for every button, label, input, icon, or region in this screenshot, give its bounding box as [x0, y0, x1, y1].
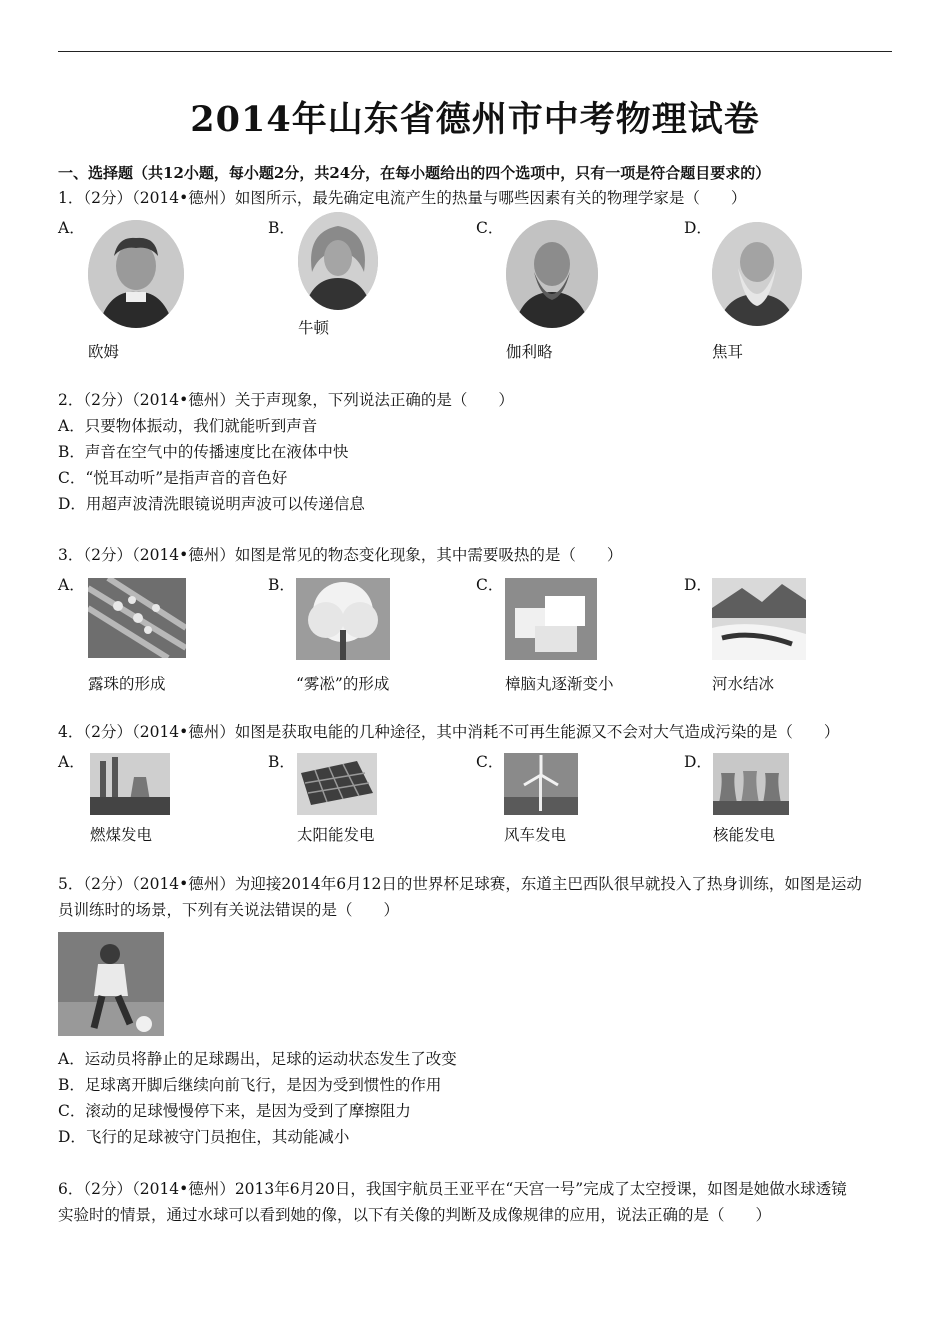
- q1-option-a-caption: 欧姆: [88, 343, 120, 361]
- nuclear-plant-image: [713, 753, 789, 815]
- q1-option-c-caption: 伽利略: [506, 343, 553, 361]
- q3-option-d-letter: D．: [684, 576, 712, 594]
- q2-option-d: D．用超声波清洗眼镜说明声波可以传递信息: [58, 495, 365, 513]
- q5-stem-line1: 5．（2分）（2014•德州）为迎接2014年6月12日的世界杯足球赛，东道主巴西队很早就投入了热身训练，如图是运动: [58, 875, 862, 893]
- portrait-ohm-image: [88, 220, 184, 328]
- q1-option-b-caption: 牛顿: [298, 319, 330, 337]
- q3-option-c-letter: C．: [476, 576, 504, 594]
- q5-stem-line2: 员训练时的场景，下列有关说法错误的是（ ）: [58, 901, 400, 919]
- q3-option-d-caption: 河水结冰: [712, 675, 775, 693]
- q3-stem: 3．（2分）（2014•德州）如图是常见的物态变化现象，其中需要吸热的是（ ）: [58, 546, 623, 564]
- q2-stem: 2．（2分）（2014•德州）关于声现象，下列说法正确的是（ ）: [58, 391, 514, 409]
- section-heading: 一、选择题（共12小题，每小题2分，共24分，在每小题给出的四个选项中，只有一项是符合题目要求的）: [58, 164, 771, 182]
- header-rule: [58, 51, 892, 52]
- q5-option-d: D．飞行的足球被守门员抱住，其动能减小: [58, 1128, 350, 1146]
- camphor-image: [505, 578, 597, 660]
- q4-option-a-caption: 燃煤发电: [90, 826, 153, 844]
- q5-option-c: C．滚动的足球慢慢停下来，是因为受到了摩擦阻力: [58, 1102, 411, 1120]
- q3-option-a-letter: A．: [58, 576, 85, 594]
- q2-option-c: C．“悦耳动听”是指声音的音色好: [58, 469, 288, 487]
- q4-option-d-letter: D．: [684, 753, 712, 771]
- q3-option-c-caption: 樟脑丸逐渐变小: [505, 675, 614, 693]
- rime-image: [296, 578, 390, 660]
- q1-option-d-caption: 焦耳: [712, 343, 744, 361]
- q2-option-a: A．只要物体振动，我们就能听到声音: [58, 417, 318, 435]
- coal-plant-image: [90, 753, 170, 815]
- portrait-joule-image: [712, 222, 802, 326]
- portrait-galileo-image: [506, 220, 598, 328]
- q1-option-b-letter: B．: [268, 219, 295, 237]
- dew-image: [88, 578, 186, 658]
- q6-stem-line1: 6．（2分）（2014•德州）2013年6月20日，我国宇航员王亚平在“天宫一号”完成了太空授课，如图是她做水球透镜: [58, 1180, 847, 1198]
- q3-option-b-caption: “雾凇”的形成: [296, 675, 390, 693]
- q4-option-a-letter: A．: [58, 753, 85, 771]
- q1-option-a-letter: A．: [58, 219, 85, 237]
- portrait-newton-image: [298, 212, 378, 310]
- frozen-river-image: [712, 578, 806, 660]
- page-title: 2014年山东省德州市中考物理试卷: [190, 99, 760, 140]
- q4-option-d-caption: 核能发电: [713, 826, 776, 844]
- q4-option-b-letter: B．: [268, 753, 295, 771]
- q4-option-b-caption: 太阳能发电: [297, 826, 375, 844]
- q5-option-a: A．运动员将静止的足球踢出，足球的运动状态发生了改变: [58, 1050, 457, 1068]
- q4-option-c-caption: 风车发电: [504, 826, 567, 844]
- q3-option-b-letter: B．: [268, 576, 295, 594]
- football-player-image: [58, 932, 164, 1036]
- q3-option-a-caption: 露珠的形成: [88, 675, 166, 693]
- wind-turbine-image: [504, 753, 578, 815]
- q1-option-c-letter: C．: [476, 219, 504, 237]
- q6-stem-line2: 实验时的情景，通过水球可以看到她的像，以下有关像的判断及成像规律的应用，说法正确的是（ ）: [58, 1206, 772, 1224]
- q4-option-c-letter: C．: [476, 753, 504, 771]
- q1-stem: 1．（2分）（2014•德州）如图所示，最先确定电流产生的热量与哪些因素有关的物理学家是（ ）: [58, 189, 747, 207]
- q5-option-b: B．足球离开脚后继续向前飞行，是因为受到惯性的作用: [58, 1076, 442, 1094]
- q4-stem: 4．（2分）（2014•德州）如图是获取电能的几种途径，其中消耗不可再生能源又不会对大气造成污染的是（ ）: [58, 723, 840, 741]
- q2-option-b: B．声音在空气中的传播速度比在液体中快: [58, 443, 349, 461]
- q1-option-d-letter: D．: [684, 219, 712, 237]
- solar-panel-image: [297, 753, 377, 815]
